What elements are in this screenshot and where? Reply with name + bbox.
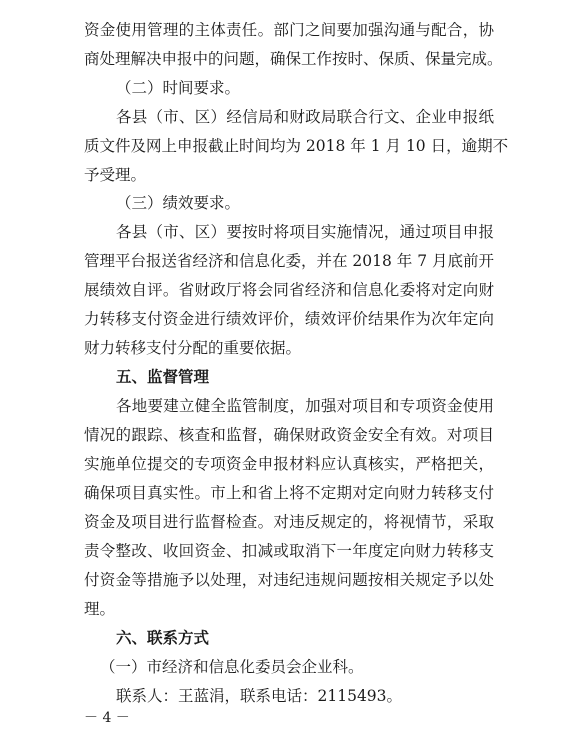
- contact-line: 联系人：王蓝涓，联系电话：2115493。: [116, 687, 403, 705]
- paragraph-line: 各县（市、区）要按时将项目实施情况，通过项目申报: [116, 223, 494, 241]
- paragraph-line: 各地要建立健全监管制度，加强对项目和专项资金使用: [116, 397, 494, 415]
- paragraph-line: 实施单位提交的专项资金申报材料应认真核实，严格把关，: [84, 455, 494, 473]
- subsection-heading: （三）绩效要求。: [116, 194, 241, 212]
- paragraph-line: 商处理解决申报中的问题，确保工作按时、保质、保量完成。: [84, 50, 503, 68]
- paragraph-line: 资金使用管理的主体责任。部门之间要加强沟通与配合，协: [84, 21, 494, 39]
- paragraph-line: 展绩效自评。省财政厅将会同省经济和信息化委将对定向财: [84, 281, 494, 299]
- subsection-heading: （二）时间要求。: [116, 79, 241, 97]
- paragraph-line: 理。: [84, 600, 116, 618]
- section-heading: 五、监督管理: [116, 368, 210, 386]
- paragraph-line: 资金及项目进行监督检查。对违反规定的，将视情节，采取: [84, 513, 494, 531]
- paragraph-line: 情况的跟踪、核查和监督，确保财政资金安全有效。对项目: [84, 426, 494, 444]
- paragraph-line: 付资金等措施予以处理，对违纪违规问题按相关规定予以处: [84, 571, 494, 589]
- paragraph-line: 确保项目真实性。市上和省上将不定期对定向财力转移支付: [84, 484, 494, 502]
- paragraph-line: 财力转移支付分配的重要依据。: [84, 339, 302, 357]
- paragraph-line: 各县（市、区）经信局和财政局联合行文、企业申报纸: [116, 108, 494, 126]
- paragraph-line: 管理平台报送省经济和信息化委，并在 2018 年 7 月底前开: [84, 252, 495, 270]
- paragraph-line: 责令整改、收回资金、扣减或取消下一年度定向财力转移支: [84, 542, 494, 560]
- paragraph-line: 力转移支付资金进行绩效评价，绩效评价结果作为次年定向: [84, 310, 494, 328]
- paragraph-line: 予受理。: [84, 166, 147, 184]
- paragraph-line: 质文件及网上申报截止时间均为 2018 年 1 月 10 日，逾期不: [84, 137, 509, 155]
- section-heading: 六、联系方式: [116, 629, 210, 647]
- contact-line: （一）市经济和信息化委员会企业科。: [100, 658, 364, 676]
- page-number: － 4 －: [84, 710, 130, 726]
